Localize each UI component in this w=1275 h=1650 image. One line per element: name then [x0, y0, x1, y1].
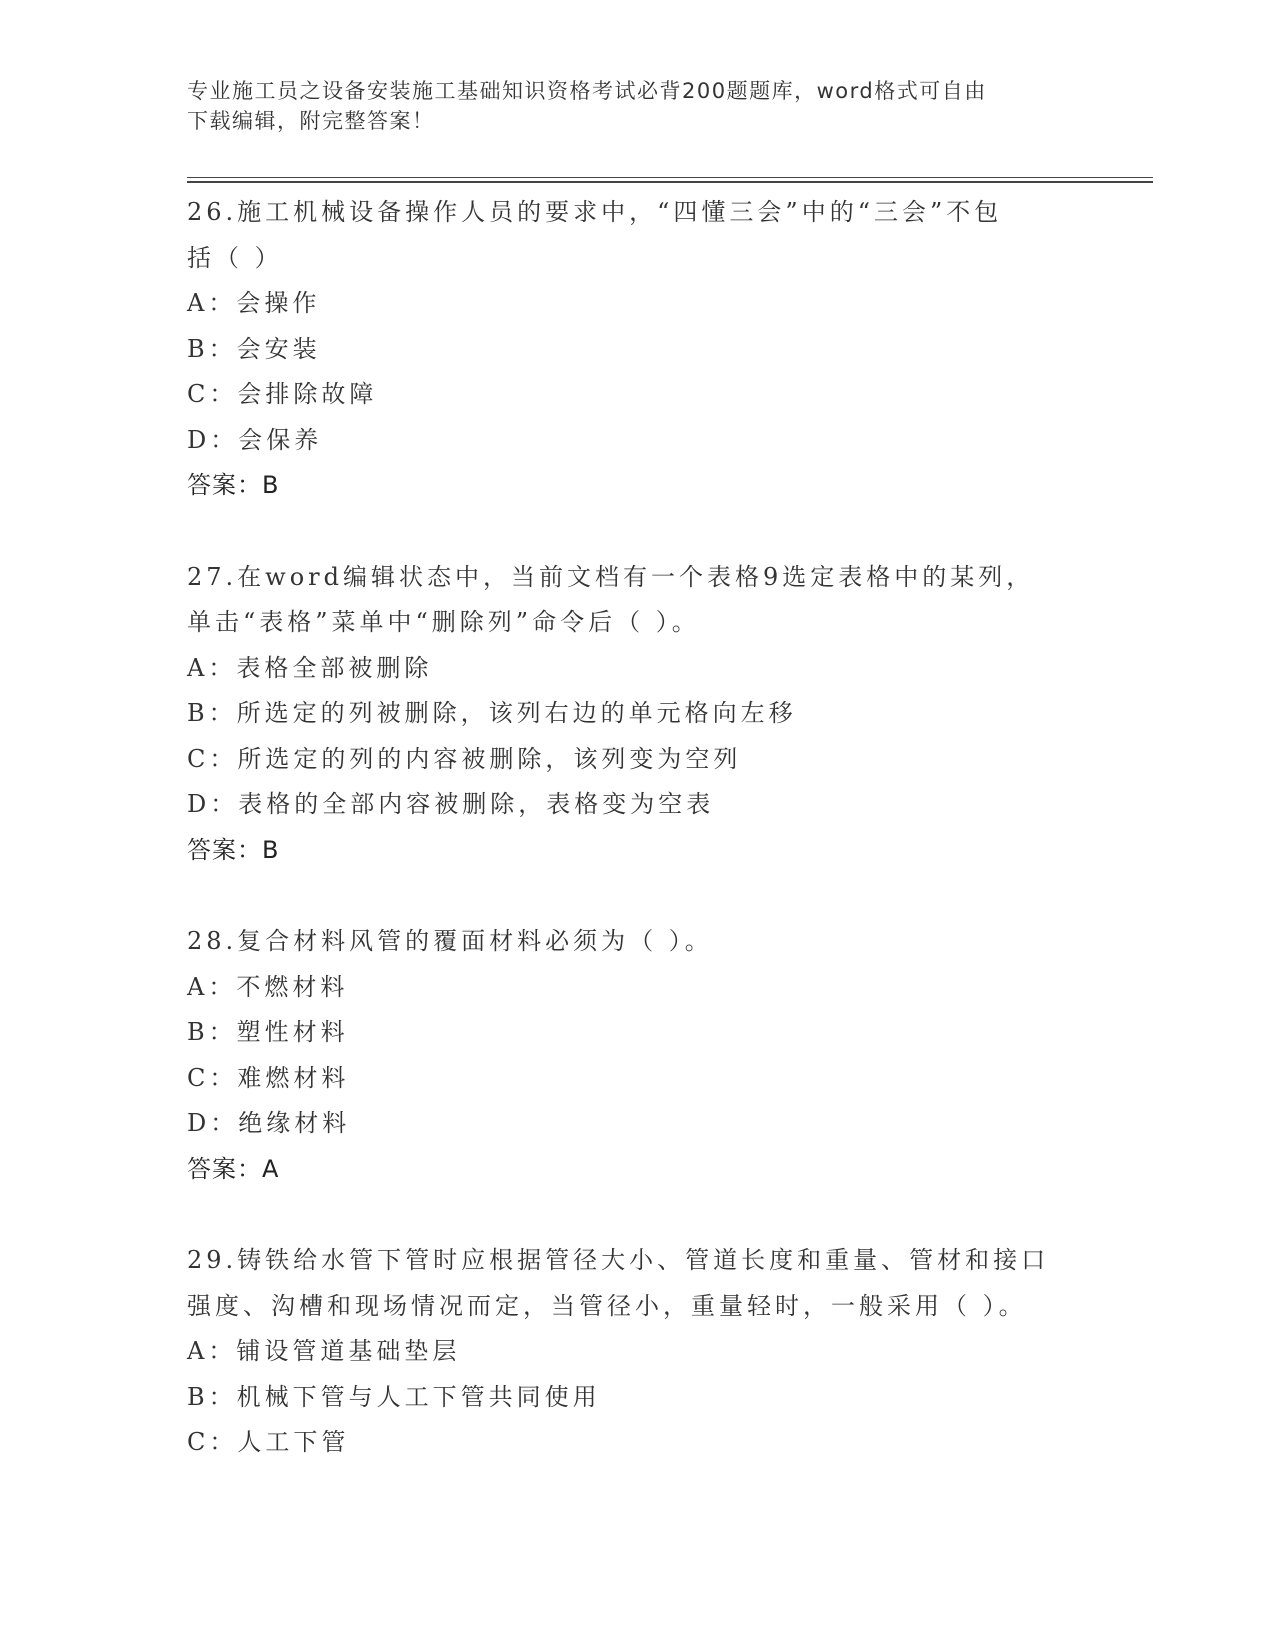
question-28 — [187, 919, 1107, 1192]
question-29 — [187, 1238, 1107, 1466]
option-b: B：所选定的列被删除，该列右边的单元格向左移 — [187, 699, 797, 727]
header-divider-thin — [187, 177, 1153, 178]
option-c: C：所选定的列的内容被删除，该列变为空列 — [187, 744, 742, 773]
question-list — [187, 190, 1107, 1512]
option-c: C：难燃材料 — [187, 1063, 350, 1092]
question-stem-continued: 括（ ） — [187, 243, 283, 272]
option-a: A：会操作 — [187, 289, 321, 317]
option-b: B：会安装 — [187, 334, 321, 363]
option-d: D：会保养 — [187, 425, 323, 454]
question-stem: 26.施工机械设备操作人员的要求中，“四懂三会”中的“三会”不包 — [187, 198, 1003, 226]
answer: 答案：B — [187, 471, 280, 499]
option-d: D：绝缘材料 — [187, 1109, 351, 1137]
option-c: C：会排除故障 — [187, 380, 378, 408]
document-header — [187, 76, 1067, 136]
question-26 — [187, 190, 1107, 509]
question-stem-continued: 单击“表格”菜单中“删除列”命令后（ ）。 — [187, 608, 700, 636]
header-line-2: 下载编辑，附完整答案！ — [187, 109, 435, 133]
option-a: A：铺设管道基础垫层 — [187, 1337, 461, 1365]
answer: 答案：B — [187, 835, 280, 864]
question-stem-continued: 强度、沟槽和现场情况而定，当管径小，重量轻时，一般采用（ ）。 — [187, 1291, 1027, 1320]
question-stem: 27.在word编辑状态中，当前文档有一个表格9选定表格中的某列， — [187, 562, 1035, 591]
answer: 答案：A — [187, 1154, 280, 1183]
option-a: A：不燃材料 — [187, 972, 349, 1001]
option-a: A：表格全部被删除 — [187, 653, 433, 682]
question-stem: 29.铸铁给水管下管时应根据管径大小、管道长度和重量、管材和接口 — [187, 1246, 1050, 1274]
question-27 — [187, 555, 1107, 874]
header-divider-thick — [187, 181, 1153, 183]
option-b: B：机械下管与人工下管共同使用 — [187, 1382, 601, 1411]
question-stem: 28.复合材料风管的覆面材料必须为（ ）。 — [187, 927, 713, 955]
option-c: C：人工下管 — [187, 1428, 350, 1456]
header-line-1: 专业施工员之设备安装施工基础知识资格考试必背200题题库，word格式可自由 — [187, 79, 987, 103]
option-b: B：塑性材料 — [187, 1018, 349, 1046]
option-d: D：表格的全部内容被删除，表格变为空表 — [187, 790, 715, 818]
